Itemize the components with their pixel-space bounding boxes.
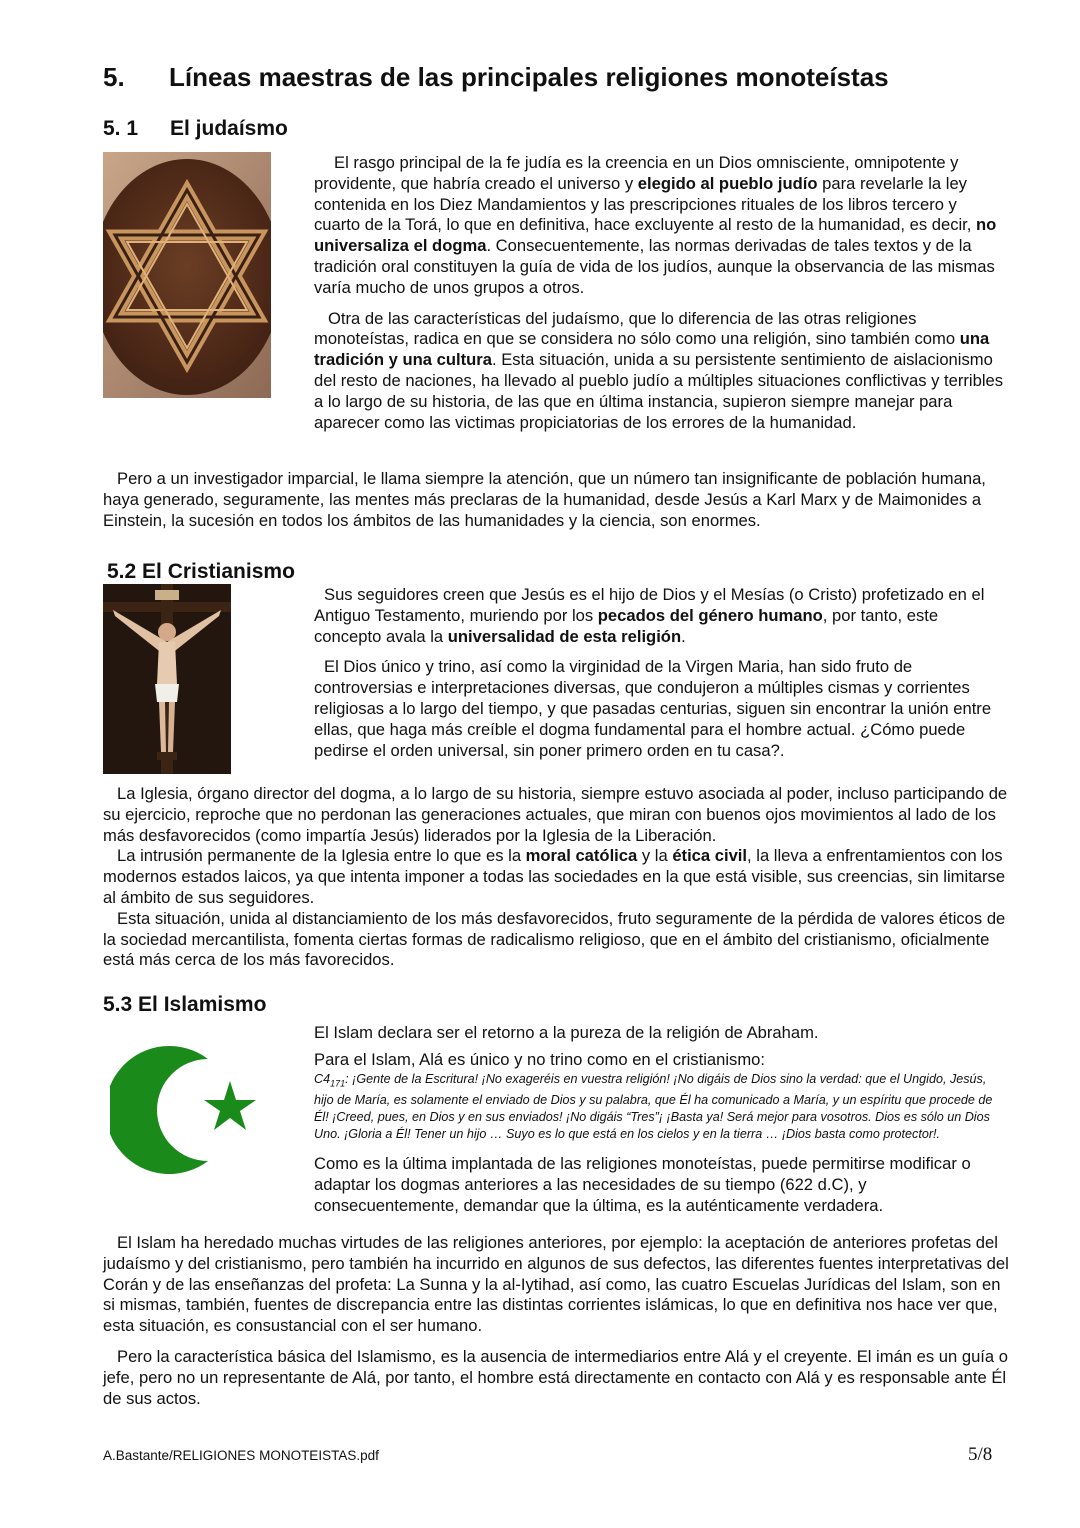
judaism-paragraph-1: El rasgo principal de la fe judía es la creencia en un Dios omnisciente, omnipotente y providente, que habría creado el universo y elegido al pueblo judío para revelarle la ley contenida en los Diez Mandamientos y las prescripciones rituales de los libros tercero y cuarto de la Torá, lo que en definitiva, hace excluyente al resto de la humanidad, es decir, no universaliza el dogma. Consecuentemente, las normas derivadas de tales textos y de la tradición oral constituyen la guía de vida de los judíos, aunque la observancia de las mismas varía mucho de unos grupos a otros.	[314, 153, 997, 297]
judaism-paragraph-3: Pero a un investigador imparcial, le llama siempre la atención, que un número tan insignificante de población humana, haya generado, seguramente, las mentes más preclaras de la humanidad, desde Jesús a Karl Marx y de Maimonides a Einstein, la sucesión en todos los ámbitos de las humanidades y la ciencia, son enormes.	[103, 469, 986, 530]
star-of-david-icon	[103, 152, 271, 398]
islam-paragraph-2: Para el Islam, Alá es único y no trino como en el cristianismo:	[314, 1049, 765, 1069]
crescent-star-icon	[110, 1045, 260, 1175]
islam-body	[103, 1233, 1011, 1409]
islam-paragraph-1: El Islam declara ser el retorno a la pureza de la religión de Abraham.	[314, 1023, 819, 1042]
islam-paragraph-5: Pero la característica básica del Islamismo, es la ausencia de intermediarios entre Alá y el creyente. El imán es un guía o jefe, pero no un representante de Alá, por tanto, el hombre está directamente en contacto con Alá y es responsable ante Él de sus actos.	[103, 1346, 1008, 1408]
judaism-title: El judaísmo	[170, 117, 288, 140]
islam-paragraph-4: El Islam ha heredado muchas virtudes de las religiones anteriores, por ejemplo: la aceptación de anteriores profetas del judaísmo y del cristianismo, pero también ha incurrido en algunos de sus defectos, las diferentes fuentes interpretativas del Corán y de las enseñanzas del profeta: La Sunna y la al-Iytihad, así como, las cuatro Escuelas Jurídicas del Islam, son en si mismas, también, fuentes de discrepancia entre las distintas corrientes islámicas, lo que en definitiva nos hace ver que, esta situación, es consustancial con el ser humano.	[103, 1233, 1009, 1336]
christianity-paragraph-1: Sus seguidores creen que Jesús es el hijo de Dios y el Mesías (o Cristo) profetizado en el Antiguo Testamento, muriendo por los pecados del género humano, por tanto, este concepto avala la universalidad de esta religión.	[314, 585, 985, 646]
islam-side-text	[314, 1023, 1004, 1217]
judaism-paragraph-2: Otra de las características del judaísmo, que lo diferencia de las otras religiones monoteístas, radica en que se considera no sólo como una religión, sino también como una tradición y una cultura. Esta situación, unida a su persistente sentimiento de aislacionismo del resto de naciones, ha llevado al pueblo judío a múltiples situaciones conflictivas y terribles a lo largo de su historia, de las que en última instancia, supieron siempre manejar para aparecer como las victimas propiciatorias de los errores de la humanidad.	[314, 308, 1004, 432]
section-number: 5.	[103, 62, 125, 92]
christianity-paragraph-4: La intrusión permanente de la Iglesia entre lo que es la moral católica y la ética civil, la lleva a enfrentamientos con los modernos estados laicos, ya que intenta imponer a todas las sociedades en la que está visible, sus creencias, sin limitarse al ámbito de sus seguidores.	[103, 846, 1006, 907]
islam-paragraph-3: Como es la última implantada de las religiones monoteístas, puede permitirse modificar o adaptar los dogmas anteriores a las necesidades de su tiempo (622 d.C), y consecuentemente, demandar que la última, es la auténticamente verdadera.	[314, 1154, 971, 1215]
christianity-paragraph-5: Esta situación, unida al distanciamiento de los más desfavorecidos, fruto seguramente de la pérdida de valores éticos de la sociedad mercantilista, fomenta ciertas formas de radicalismo religioso, que en el ámbito del cristianismo, oficialmente está más cerca de los más favorecidos.	[103, 908, 1006, 970]
christianity-body	[103, 784, 1011, 971]
section-title: Líneas maestras de las principales religiones monoteístas	[169, 62, 889, 92]
judaism-number: 5. 1	[103, 117, 139, 140]
footer-source: A.Bastante/RELIGIONES MONOTEISTAS.pdf	[103, 1448, 379, 1463]
page-title	[103, 62, 889, 93]
islam-heading: 5.3 El Islamismo	[103, 993, 267, 1016]
crucifix-icon	[103, 584, 231, 774]
christianity-heading: 5.2 El Cristianismo	[107, 560, 295, 583]
quran-quote: $C4_{171}$: ¡Gente de la Escritura! ¡No exageréis en vuestra religión! ¡No digáis de Dios sino la verdad: que el Ungido, Jesús, hijo de María, es solamente el enviado de Dios y su palabra, que Él ha comunicado a María, y un espíritu que procede de Él! ¡Creed, pues, en Dios y en sus enviados! ¡No digáis “Tres”¡ ¡Basta ya! Será mejor para vosotros. Dios es sólo un Dios Uno. ¡Gloria a Él! Tener un hijo … Suyo es lo que está en los cielos y en la tierra … ¡Dios basta como protector!.	[314, 1071, 993, 1141]
judaism-side-text	[314, 153, 1004, 433]
christianity-side-text	[314, 585, 1010, 761]
christianity-paragraph-3: La Iglesia, órgano director del dogma, a lo largo de su historia, siempre estuvo asociada al poder, incluso participando de su ejercicio, reproche que no perdonan las generaciones actuales, que miran con buenos ojos movimientos al lado de los más desfavorecidos (como impartía Jesús) liderados por la Iglesia de la Liberación.	[103, 784, 1008, 845]
christianity-paragraph-2: El Dios único y trino, así como la virginidad de la Virgen Maria, han sido fruto de controversias e interpretaciones diversas, que condujeron a múltiples cismas y corrientes religiosas a lo largo del tiempo, y que pasadas centurias, siguen sin encontrar la unión entre ellas, que haga más creíble el dogma fundamental para el hombre actual. ¿Cómo puede pedirse el orden universal, sin poner primero orden en tu casa?.	[314, 657, 992, 760]
judaism-heading	[103, 117, 288, 141]
page-number: 5/8	[968, 1444, 993, 1465]
